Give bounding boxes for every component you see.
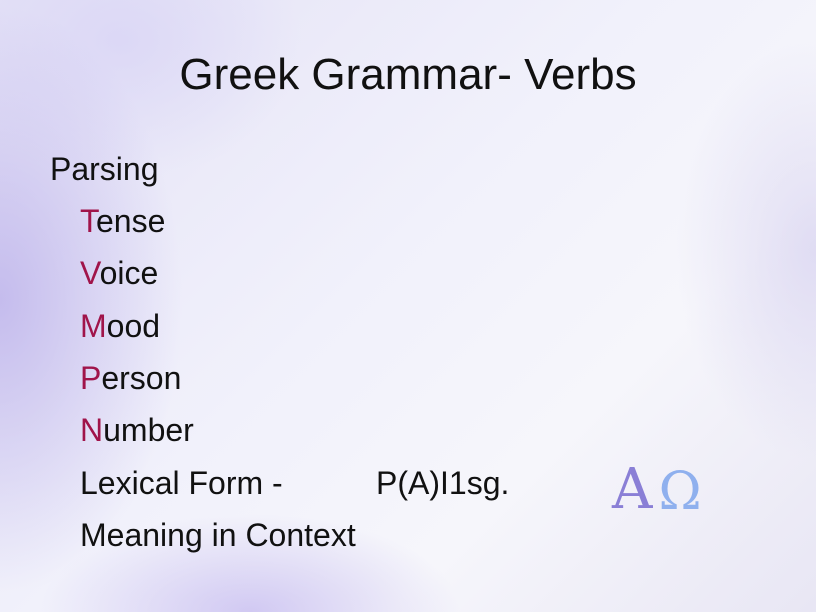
item-initial: P	[80, 359, 102, 396]
item-initial: M	[80, 307, 107, 344]
parsing-item	[80, 308, 160, 345]
item-initial: T	[80, 203, 96, 239]
omega-glyph: Ω	[658, 462, 702, 522]
item-rest: umber	[103, 412, 194, 449]
item-initial: N	[80, 412, 104, 449]
parsing-item	[80, 360, 181, 397]
item-rest: ense	[96, 203, 166, 239]
item-initial: V	[80, 255, 100, 292]
slide-title: Greek Grammar- Verbs	[179, 50, 637, 99]
alpha-omega-logo	[612, 457, 702, 522]
parsing-item	[80, 255, 158, 292]
parsing-heading: Parsing	[50, 151, 159, 187]
parsing-item	[80, 412, 194, 449]
meaning-in-context: Meaning in Context	[80, 517, 356, 553]
parsing-item	[80, 203, 165, 240]
parsing-code: P(A)I1sg.	[376, 465, 510, 501]
alpha-glyph: Α	[612, 457, 653, 522]
item-rest: erson	[101, 359, 182, 396]
item-rest: ood	[106, 307, 161, 344]
item-rest: oice	[99, 255, 159, 292]
lexical-form-label: Lexical Form -	[80, 465, 283, 501]
